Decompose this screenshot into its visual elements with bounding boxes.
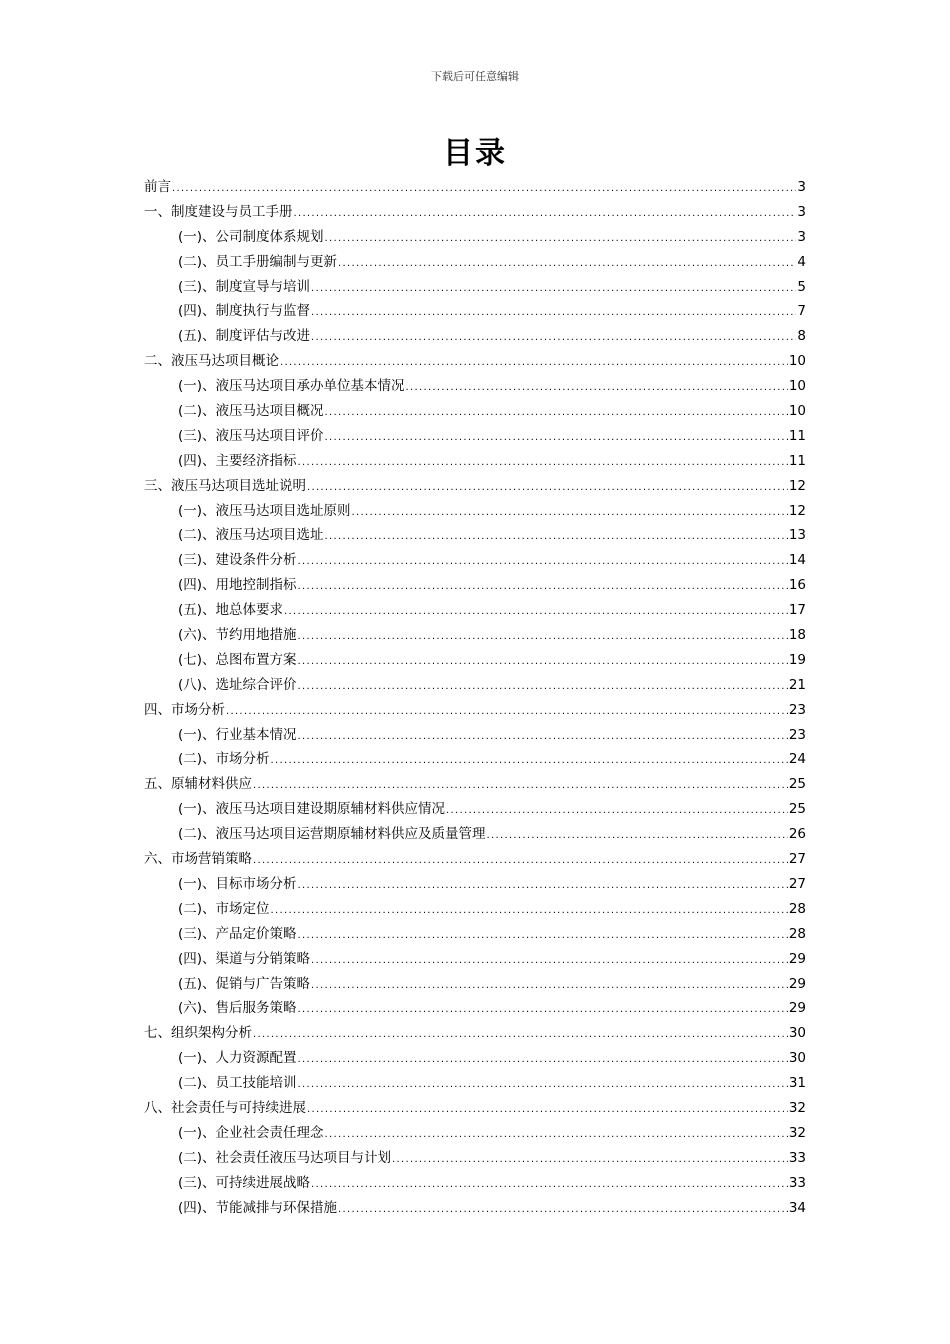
toc-entry-label: (四)、用地控制指标 xyxy=(178,577,297,594)
toc-dot-leader xyxy=(284,600,788,625)
toc-entry-label: (六)、售后服务策略 xyxy=(178,1000,297,1017)
toc-dot-leader xyxy=(338,1198,788,1223)
toc-entry-label: (一)、液压马达项目选址原则 xyxy=(178,502,351,519)
toc-dot-leader xyxy=(294,202,797,227)
toc-dot-leader xyxy=(298,998,788,1023)
toc-subentry[interactable] xyxy=(144,1046,806,1071)
toc-dot-leader xyxy=(307,476,788,501)
toc-subentry[interactable] xyxy=(144,947,806,972)
toc-page-number: 8 xyxy=(797,328,806,345)
toc-entry-label: (三)、液压马达项目评价 xyxy=(178,427,324,444)
toc-dot-leader xyxy=(253,1023,788,1048)
toc-page-number: 16 xyxy=(788,577,806,594)
toc-entry-label: 二、液压马达项目概论 xyxy=(144,353,279,370)
toc-page-number: 33 xyxy=(788,1149,806,1166)
toc-page-number: 23 xyxy=(788,726,806,743)
toc-entry-label: (四)、渠道与分销策略 xyxy=(178,950,311,967)
toc-entry-label: (一)、人力资源配置 xyxy=(178,1050,297,1067)
toc-entry[interactable] xyxy=(144,200,806,225)
toc-subentry[interactable] xyxy=(144,548,806,573)
toc-dot-leader xyxy=(298,451,788,476)
toc-entry-label: 八、社会责任与可持续进展 xyxy=(144,1099,306,1116)
toc-page-number: 7 xyxy=(797,303,806,320)
toc-entry-label: (三)、建设条件分析 xyxy=(178,552,297,569)
toc-page-number: 11 xyxy=(788,427,806,444)
toc-page-number: 18 xyxy=(788,627,806,644)
toc-subentry[interactable] xyxy=(144,324,806,349)
toc-page-number: 32 xyxy=(788,1099,806,1116)
toc-dot-leader xyxy=(298,725,788,750)
toc-page-number: 10 xyxy=(788,403,806,420)
toc-dot-leader xyxy=(311,277,796,302)
toc-entry-label: (四)、主要经济指标 xyxy=(178,452,297,469)
toc-dot-leader xyxy=(271,899,788,924)
toc-dot-leader xyxy=(307,1098,788,1123)
toc-subentry[interactable] xyxy=(144,250,806,275)
toc-page-number: 25 xyxy=(788,776,806,793)
toc-subentry[interactable] xyxy=(144,822,806,847)
toc-entry-label: (五)、地总体要求 xyxy=(178,602,284,619)
toc-subentry[interactable] xyxy=(144,996,806,1021)
toc-dot-leader xyxy=(338,252,796,277)
toc-page-number: 21 xyxy=(788,676,806,693)
toc-page-number: 4 xyxy=(797,253,806,270)
toc-subentry[interactable] xyxy=(144,523,806,548)
toc-entry-label: (四)、制度执行与监督 xyxy=(178,303,311,320)
toc-page-number: 28 xyxy=(788,900,806,917)
toc-dot-leader xyxy=(392,1148,788,1173)
table-of-contents xyxy=(144,175,806,1220)
toc-subentry[interactable] xyxy=(144,399,806,424)
header-note: 下载后可任意编辑 xyxy=(431,70,519,83)
toc-page-number: 29 xyxy=(788,1000,806,1017)
toc-subentry[interactable] xyxy=(144,872,806,897)
toc-page-number: 27 xyxy=(788,875,806,892)
toc-subentry[interactable] xyxy=(144,797,806,822)
toc-subentry[interactable] xyxy=(144,623,806,648)
toc-dot-leader xyxy=(298,550,788,575)
toc-entry-label: 一、制度建设与员工手册 xyxy=(144,203,293,220)
toc-entry-label: (三)、可持续进展战略 xyxy=(178,1174,311,1191)
toc-dot-leader xyxy=(311,326,796,351)
toc-page-number: 10 xyxy=(788,353,806,370)
toc-entry[interactable] xyxy=(144,847,806,872)
toc-dot-leader xyxy=(298,650,788,675)
toc-entry-label: (四)、节能减排与环保措施 xyxy=(178,1199,338,1216)
toc-entry-label: (二)、液压马达项目概况 xyxy=(178,403,324,420)
toc-page-number: 12 xyxy=(788,502,806,519)
toc-entry-label: (二)、液压马达项目运营期原辅材料供应及质量管理 xyxy=(178,826,486,843)
toc-page-number: 31 xyxy=(788,1075,806,1092)
toc-entry-label: 六、市场营销策略 xyxy=(144,851,252,868)
toc-page-number: 34 xyxy=(788,1199,806,1216)
toc-subentry[interactable] xyxy=(144,972,806,997)
toc-page-number: 12 xyxy=(788,477,806,494)
toc-subentry[interactable] xyxy=(144,449,806,474)
toc-page-number: 33 xyxy=(788,1174,806,1191)
toc-subentry[interactable] xyxy=(144,897,806,922)
toc-entry-label: (一)、液压马达项目承办单位基本情况 xyxy=(178,378,405,395)
toc-subentry[interactable] xyxy=(144,1071,806,1096)
toc-subentry[interactable] xyxy=(144,723,806,748)
toc-dot-leader xyxy=(325,401,788,426)
toc-entry[interactable] xyxy=(144,1096,806,1121)
toc-subentry[interactable] xyxy=(144,573,806,598)
toc-dot-leader xyxy=(298,1073,788,1098)
toc-page-number: 23 xyxy=(788,701,806,718)
toc-entry-label: (七)、总图布置方案 xyxy=(178,651,297,668)
toc-page-number: 30 xyxy=(788,1050,806,1067)
toc-dot-leader xyxy=(271,749,788,774)
toc-subentry[interactable] xyxy=(144,922,806,947)
toc-dot-leader xyxy=(325,227,797,252)
toc-entry[interactable] xyxy=(144,474,806,499)
toc-entry[interactable] xyxy=(144,698,806,723)
toc-page-number: 3 xyxy=(797,179,806,195)
toc-dot-leader xyxy=(226,700,788,725)
toc-entry-label: (二)、市场定位 xyxy=(178,900,270,917)
toc-subentry[interactable] xyxy=(144,499,806,524)
toc-dot-leader xyxy=(298,1048,788,1073)
toc-page-number: 11 xyxy=(788,452,806,469)
toc-subentry[interactable] xyxy=(144,1196,806,1221)
toc-page-number: 3 xyxy=(797,228,806,245)
toc-entry-label: (一)、企业社会责任理念 xyxy=(178,1124,324,1141)
toc-dot-leader xyxy=(172,177,796,202)
toc-page-number: 10 xyxy=(788,378,806,395)
toc-dot-leader xyxy=(298,924,788,949)
toc-page-number: 19 xyxy=(788,651,806,668)
toc-entry-label: (一)、行业基本情况 xyxy=(178,726,297,743)
toc-page-number: 17 xyxy=(788,602,806,619)
toc-entry-label: 四、市场分析 xyxy=(144,701,225,718)
toc-dot-leader xyxy=(298,874,788,899)
toc-entry-label: (二)、社会责任液压马达项目与计划 xyxy=(178,1149,392,1166)
toc-entry-label: (五)、促销与广告策略 xyxy=(178,975,311,992)
toc-entry-label: (一)、公司制度体系规划 xyxy=(178,228,324,245)
toc-subentry[interactable] xyxy=(144,424,806,449)
toc-dot-leader xyxy=(352,501,788,526)
toc-entry[interactable] xyxy=(144,1021,806,1046)
toc-dot-leader xyxy=(487,824,788,849)
toc-entry[interactable] xyxy=(144,175,806,200)
toc-entry-label: (六)、节约用地措施 xyxy=(178,627,297,644)
toc-dot-leader xyxy=(406,376,788,401)
toc-page-number: 30 xyxy=(788,1025,806,1042)
toc-page-number: 13 xyxy=(788,527,806,544)
toc-page-number: 28 xyxy=(788,925,806,942)
toc-entry-label: 七、组织架构分析 xyxy=(144,1025,252,1042)
toc-dot-leader xyxy=(325,1123,788,1148)
toc-subentry[interactable] xyxy=(144,598,806,623)
toc-subentry[interactable] xyxy=(144,1121,806,1146)
toc-dot-leader xyxy=(311,974,788,999)
toc-entry-label: 前言 xyxy=(144,179,171,195)
toc-dot-leader xyxy=(298,575,788,600)
toc-subentry[interactable] xyxy=(144,374,806,399)
toc-dot-leader xyxy=(253,849,788,874)
toc-entry-label: 五、原辅材料供应 xyxy=(144,776,252,793)
toc-page-number: 29 xyxy=(788,975,806,992)
toc-subentry[interactable] xyxy=(144,648,806,673)
toc-dot-leader xyxy=(298,675,788,700)
toc-subentry[interactable] xyxy=(144,673,806,698)
toc-subentry[interactable] xyxy=(144,275,806,300)
page-title: 目录 xyxy=(443,136,507,171)
toc-entry-label: (二)、员工手册编制与更新 xyxy=(178,253,338,270)
toc-dot-leader xyxy=(253,774,788,799)
toc-page-number: 5 xyxy=(797,278,806,295)
toc-subentry[interactable] xyxy=(144,225,806,250)
toc-entry-label: (一)、目标市场分析 xyxy=(178,875,297,892)
toc-dot-leader xyxy=(280,351,788,376)
toc-entry-label: (八)、选址综合评价 xyxy=(178,676,297,693)
toc-entry-label: (二)、液压马达项目选址 xyxy=(178,527,324,544)
toc-entry-label: (一)、液压马达项目建设期原辅材料供应情况 xyxy=(178,801,446,818)
toc-subentry[interactable] xyxy=(144,299,806,324)
toc-dot-leader xyxy=(311,301,796,326)
toc-subentry[interactable] xyxy=(144,747,806,772)
toc-entry-label: (五)、制度评估与改进 xyxy=(178,328,311,345)
toc-dot-leader xyxy=(446,799,788,824)
toc-dot-leader xyxy=(325,525,788,550)
toc-page-number: 29 xyxy=(788,950,806,967)
toc-page-number: 27 xyxy=(788,851,806,868)
toc-entry-label: (三)、产品定价策略 xyxy=(178,925,297,942)
toc-page-number: 32 xyxy=(788,1124,806,1141)
toc-dot-leader xyxy=(325,426,788,451)
toc-entry-label: 三、液压马达项目选址说明 xyxy=(144,477,306,494)
toc-entry[interactable] xyxy=(144,772,806,797)
toc-dot-leader xyxy=(298,625,788,650)
toc-entry[interactable] xyxy=(144,349,806,374)
toc-page-number: 25 xyxy=(788,801,806,818)
toc-subentry[interactable] xyxy=(144,1171,806,1196)
toc-entry-label: (三)、制度宣导与培训 xyxy=(178,278,311,295)
toc-entry-label: (二)、员工技能培训 xyxy=(178,1075,297,1092)
toc-dot-leader xyxy=(311,949,788,974)
toc-page-number: 24 xyxy=(788,751,806,768)
toc-dot-leader xyxy=(311,1173,788,1198)
toc-page-number: 3 xyxy=(797,203,806,220)
toc-page-number: 26 xyxy=(788,826,806,843)
toc-subentry[interactable] xyxy=(144,1146,806,1171)
toc-entry-label: (二)、市场分析 xyxy=(178,751,270,768)
toc-page-number: 14 xyxy=(788,552,806,569)
